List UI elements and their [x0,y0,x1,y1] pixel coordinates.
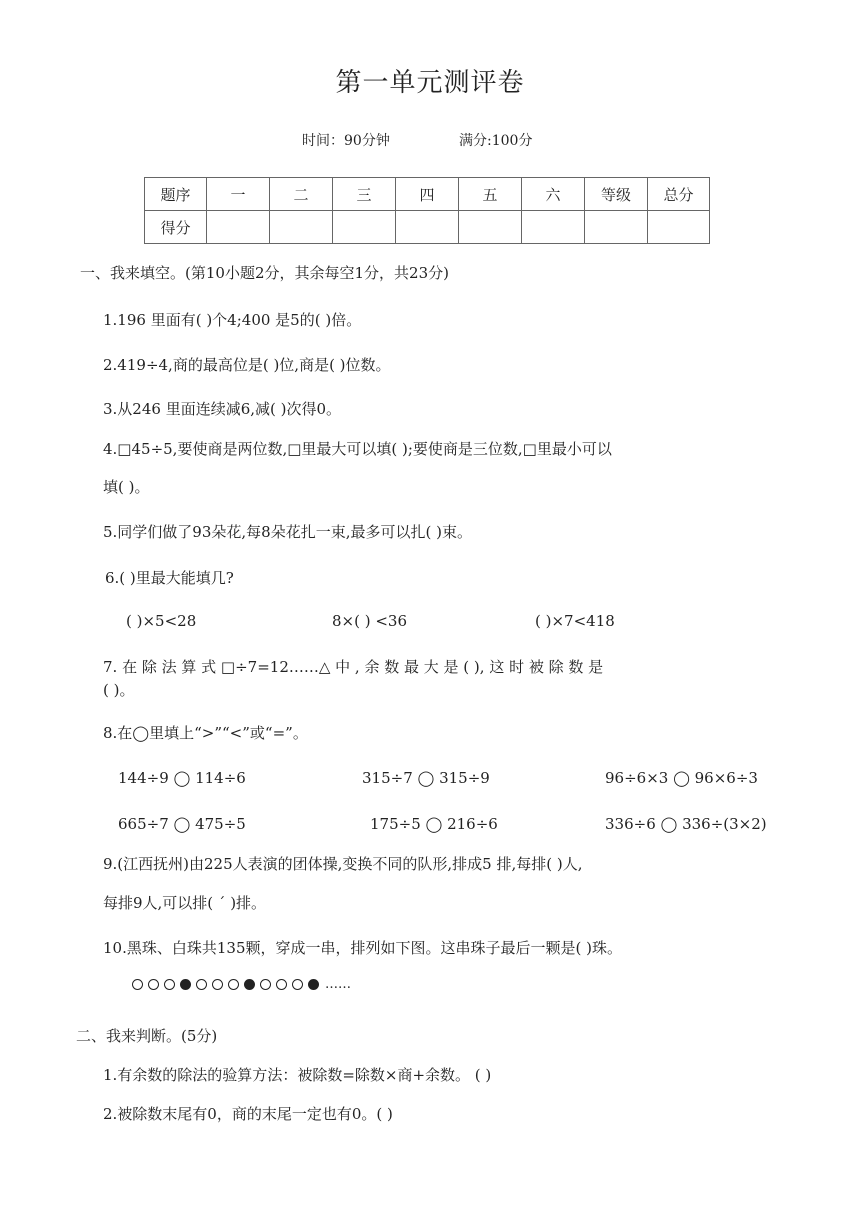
white-bead-icon [196,979,207,990]
black-bead-icon [180,979,191,990]
question-2: 2.419÷4,商的最高位是( )位,商是( )位数。 [103,356,391,374]
question-5: 5.同学们做了93朵花,每8朵花扎一束,最多可以扎( )束。 [103,523,472,541]
compare-item: 96÷6×3 ◯ 96×6÷3 [605,769,758,787]
white-bead-icon [148,979,159,990]
score-header-cell: 四 [396,178,459,211]
score-header-cell: 二 [270,178,333,211]
compare-item: 665÷7 ◯ 475÷5 [118,815,246,833]
score-cell[interactable] [585,211,648,244]
score-cell[interactable] [207,211,270,244]
score-header-cell: 六 [522,178,585,211]
compare-item: 336÷6 ◯ 336÷(3×2) [605,815,767,833]
score-header-cell: 一 [207,178,270,211]
white-bead-icon [212,979,223,990]
question-4-line1: 4.□45÷5,要使商是两位数,□里最大可以填( );要使商是三位数,□里最小可以 [103,440,612,458]
compare-item: 175÷5 ◯ 216÷6 [370,815,498,833]
question-8: 8.在◯里填上“>”“<”或“=”。 [103,724,308,742]
question-7-line2: ( )。 [103,681,135,699]
score-header-cell: 等级 [585,178,648,211]
question-7-line1: 7. 在 除 法 算 式 □÷7=12……△ 中 , 余 数 最 大 是 ( ), 这 时 被 除 数 是 [103,658,604,676]
section1-heading: 一、我来填空。(第10小题2分，其余每空1分，共23分) [80,264,449,282]
white-bead-icon [260,979,271,990]
score-header-cell: 五 [459,178,522,211]
black-bead-icon [308,979,319,990]
white-bead-icon [164,979,175,990]
section2-heading: 二、我来判断。(5分) [76,1027,218,1045]
question-9-line1: 9.(江西抚州)由225人表演的团体操,变换不同的队形,排成5 排,每排( )人, [103,855,583,873]
score-cell[interactable] [396,211,459,244]
exam-time: 时间：90分钟 [302,133,390,149]
question-6-item: ( )×7<418 [535,612,615,630]
compare-item: 315÷7 ◯ 315÷9 [362,769,490,787]
judge-question-1: 1.有余数的除法的验算方法：被除数=除数×商+余数。 ( ) [103,1066,492,1084]
judge-question-2: 2.被除数末尾有0，商的末尾一定也有0。( ) [103,1105,393,1123]
score-cell[interactable] [522,211,585,244]
question-10: 10.黑珠、白珠共135颗，穿成一串，排列如下图。这串珠子最后一颗是( )珠。 [103,939,622,957]
score-header-cell: 题序 [145,178,207,211]
question-6-item: 8×( ) <36 [332,612,408,630]
question-1: 1.196 里面有( )个4;400 是5的( )倍。 [103,311,362,329]
white-bead-icon [132,979,143,990]
score-table-score-row [145,211,710,244]
white-bead-icon [276,979,287,990]
score-cell[interactable] [459,211,522,244]
white-bead-icon [228,979,239,990]
question-6-item: ( )×5<28 [126,612,197,630]
bead-string [132,977,351,992]
score-header-cell: 三 [333,178,396,211]
bead-ellipsis: …… [325,977,351,992]
score-table [144,177,710,244]
question-6: 6.( )里最大能填几? [105,569,234,587]
question-3: 3.从246 里面连续减6,减( )次得0。 [103,400,342,418]
black-bead-icon [244,979,255,990]
score-cell[interactable] [648,211,710,244]
score-table-header-row [145,178,710,211]
score-cell[interactable] [333,211,396,244]
compare-item: 144÷9 ◯ 114÷6 [118,769,246,787]
question-9-line2: 每排9人,可以排( ´ )排。 [103,894,267,912]
white-bead-icon [292,979,303,990]
score-header-cell: 总分 [648,178,710,211]
score-cell[interactable] [270,211,333,244]
page-title: 第一单元测评卷 [335,68,525,98]
full-score: 满分:100分 [459,133,533,149]
score-row-label: 得分 [145,211,207,244]
question-4-line2: 填( )。 [103,478,150,496]
